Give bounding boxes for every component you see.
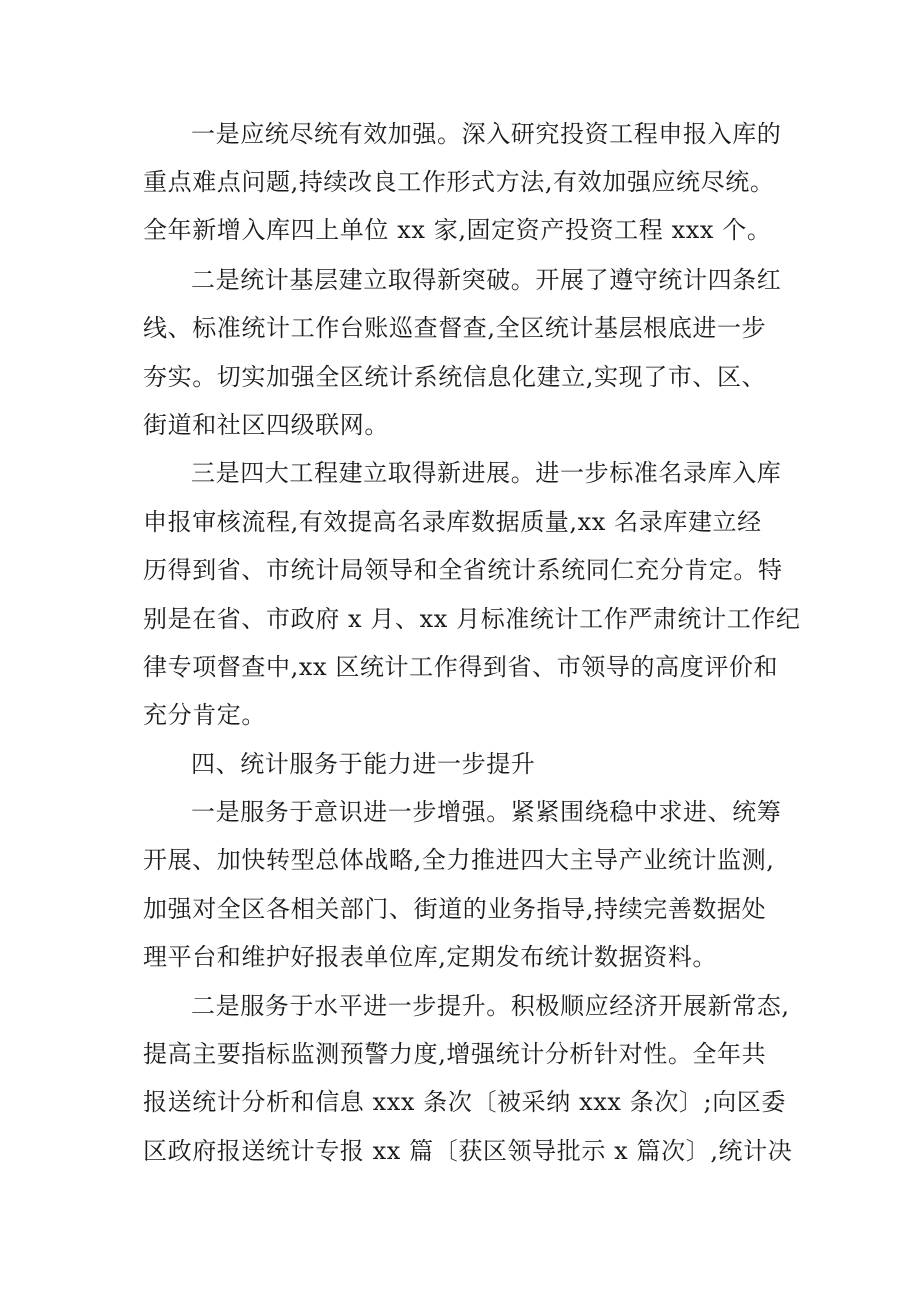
text-line: 历得到省、市统计局领导和全省统计系统同仁充分肯定。特 xyxy=(143,556,783,584)
text-line: 全年新增入库四上单位 xx 家,固定资产投资工程 xxx 个。 xyxy=(143,216,772,244)
text-line: 三是四大工程建立取得新进展。进一步标准名录库入库 xyxy=(191,459,782,487)
text-line: 理平台和维护好报表单位库,定期发布统计数据资料。 xyxy=(143,943,718,971)
text-line: 线、标准统计工作台账巡查督查,全区统计基层根底进一步 xyxy=(143,314,767,342)
text-line: 充分肯定。 xyxy=(143,701,266,729)
text-line: 重点难点问题,持续改良工作形式方法,有效加强应统尽统。 xyxy=(143,168,775,196)
text-line: 开展、加快转型总体战略,全力推进四大主导产业统计监测, xyxy=(143,846,775,874)
text-line: 加强对全区各相关部门、街道的业务指导,持续完善数据处 xyxy=(143,895,767,923)
text-line: 申报审核流程,有效提高名录库数据质量,xx 名录库建立经 xyxy=(143,508,762,536)
text-line: 一是服务于意识进一步增强。紧紧围绕稳中求进、统筹 xyxy=(191,798,782,826)
text-line: 夯实。切实加强全区统计系统信息化建立,实现了市、区、 xyxy=(143,363,767,391)
text-line: 别是在省、市政府 x 月、xx 月标准统计工作严肃统计工作纪 xyxy=(143,605,801,633)
section-heading: 四、统计服务于能力进一步提升 xyxy=(191,750,536,778)
text-line: 二是统计基层建立取得新突破。开展了遵守统计四条红 xyxy=(191,266,782,294)
text-line: 律专项督查中,xx 区统计工作得到省、市领导的高度评价和 xyxy=(143,653,779,681)
text-line: 街道和社区四级联网。 xyxy=(143,411,389,439)
text-line: 二是服务于水平进一步提升。积极顺应经济开展新常态, xyxy=(191,992,790,1020)
text-line: 一是应统尽统有效加强。深入研究投资工程申报入库的 xyxy=(191,120,782,148)
text-line: 区政府报送统计专报 xx 篇〔获区领导批示 x 篇次〕,统计决 xyxy=(143,1137,793,1165)
text-line: 报送统计分析和信息 xxx 条次〔被采纳 xxx 条次〕;向区委 xyxy=(143,1088,787,1116)
text-line: 提高主要指标监测预警力度,增强统计分析针对性。全年共 xyxy=(143,1040,767,1068)
